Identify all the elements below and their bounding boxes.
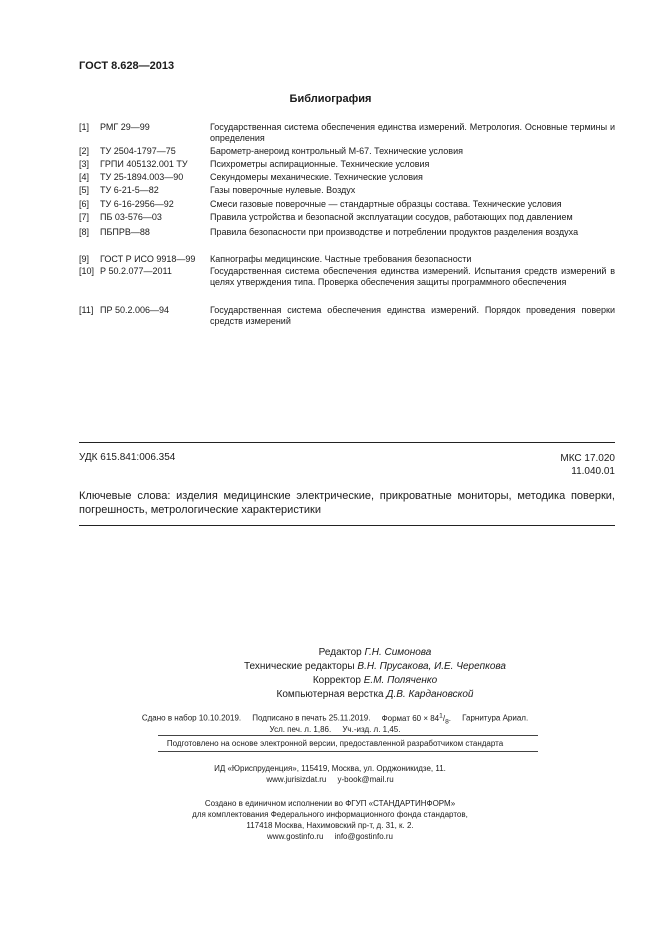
item-code: ТУ 25-1894.003—90 [100,172,184,182]
item-code: ГОСТ Р ИСО 9918—99 [100,254,196,264]
tech-label: Технические редакторы [243,661,355,672]
item-code: ТУ 2504-1797—75 [100,146,176,156]
producer-email-link[interactable]: info@gostinfo.ru [334,832,393,841]
credits-corrector [200,674,550,688]
keywords: Ключевые слова: изделия медицинские электрические, прикроватные мониторы, методика поверки, погрешность, метрологические характеристики [79,490,615,516]
bibliography-item [79,199,615,210]
layout-name: Д.В. Кардановской [386,689,474,700]
mks-line-1: МКС 17.020 [560,453,615,464]
submitted-date: Сдано в набор 10.10.2019. [141,713,242,723]
item-number: [2] [79,146,90,156]
item-number: [8] [79,227,90,237]
bibliography-item [79,254,615,265]
divider [79,525,615,526]
print-info-line-2 [200,724,470,735]
item-code: ТУ 6-21-5—82 [100,185,159,195]
divider [79,442,615,443]
item-number: [11] [79,305,94,315]
divider [158,735,538,736]
item-description: Барометр-анероид контрольный М-67. Технические условия [210,146,463,156]
item-description: Государственная система обеспечения единства измерений. Метрология. Основные термины и определения [210,122,615,143]
item-number: [1] [79,122,90,132]
publisher-contacts [150,774,510,785]
item-description: Государственная система обеспечения единства измерений. Порядок проведения поверки средств измерений [210,305,615,326]
publisher-site-link[interactable]: www.jurisizdat.ru [266,775,327,784]
page-header-standard: ГОСТ 8.628—2013 [79,60,175,72]
layout-label: Компьютерная верстка [276,689,384,700]
item-description: Газы поверочные нулевые. Воздух [210,185,356,195]
signed-date: Подписано в печать 25.11.2019. [252,713,371,723]
bibliography-item [79,227,615,238]
item-number: [5] [79,185,90,195]
font-info: Гарнитура Ариал. [462,713,529,723]
item-number: [6] [79,199,90,209]
item-number: [4] [79,172,90,182]
credits-editor [200,646,550,660]
editor-label: Редактор [318,647,362,658]
bibliography-item [79,185,615,196]
credits-tech-editors [200,660,550,674]
producer-contacts [150,831,510,842]
item-description: Смеси газовые поверочные — стандартные образцы состава. Технические условия [210,199,562,209]
mks-line-2: 11.040.01 [571,466,615,477]
bibliography-item [79,172,615,183]
bibliography-title: Библиография [289,93,372,105]
mks-code [560,452,615,478]
publication-sheets: Уч.-изд. л. 1,45. [342,725,401,734]
divider [158,751,538,752]
item-code: ПБ 03-576—03 [100,212,162,222]
producer-site-link[interactable]: www.gostinfo.ru [267,832,324,841]
tech-names: В.Н. Прусакова, И.Е. Черепкова [357,661,506,672]
bibliography-item [79,266,615,288]
item-description: Правила устройства и безопасной эксплуатации сосудов, работающих под давлением [210,212,573,222]
item-code: ПБПРВ—88 [100,227,150,237]
item-number: [9] [79,254,90,264]
publisher-email-link[interactable]: y-book@mail.ru [337,775,394,784]
item-code: Р 50.2.077—2011 [100,266,172,276]
udk-code: УДК 615.841:006.354 [79,452,176,463]
item-code: ТУ 6-16-2956—92 [100,199,174,209]
item-number: [3] [79,159,90,169]
item-description: Правила безопасности при производстве и потреблении продуктов разделения воздуха [210,227,579,237]
credits-layout [200,688,550,702]
item-description: Секундомеры механические. Технические условия [210,172,423,182]
item-description: Капнографы медицинские. Частные требования безопасности [210,254,472,264]
corrector-name: Е.М. Поляченко [363,675,438,686]
producer-line-2: для комплектования Федерального информационного фонда стандартов, [192,810,468,819]
item-description: Психрометры аспирационные. Технические условия [210,159,430,169]
corrector-label: Корректор [312,675,361,686]
bibliography-item [79,122,615,144]
producer-line-1: Создано в единичном исполнении во ФГУП «СТАНДАРТИНФОРМ» [204,799,456,808]
publisher-address: ИД «Юриспруденция», 115419, Москва, ул. Орджоникидзе, 11. [214,764,446,773]
prepared-note: Подготовлено на основе электронной версии, предоставленной разработчиком стандарта [166,739,504,748]
bibliography-item [79,159,615,170]
item-number: [7] [79,212,90,222]
format: Формат $60 \times 84^1/_8$. [381,712,451,726]
bibliography-item [79,146,615,157]
editor-name: Г.Н. Симонова [364,647,432,658]
item-code: РМГ 29—99 [100,122,150,132]
item-description: Государственная система обеспечения единства измерений. Испытания средств измерений в целях утверждения типа. Проверка обеспечения защиты программного обеспечения [210,266,615,287]
item-code: ГРПИ 405132.001 ТУ [100,159,188,169]
item-code: ПР 50.2.006—94 [100,305,170,315]
producer-line-3: 117418 Москва, Нахимовский пр-т, д. 31, к. 2. [246,821,414,830]
item-number: [10] [79,266,95,276]
bibliography-item [79,305,615,327]
bibliography-item [79,212,615,223]
print-sheets: Усл. печ. л. 1,86. [269,725,332,734]
